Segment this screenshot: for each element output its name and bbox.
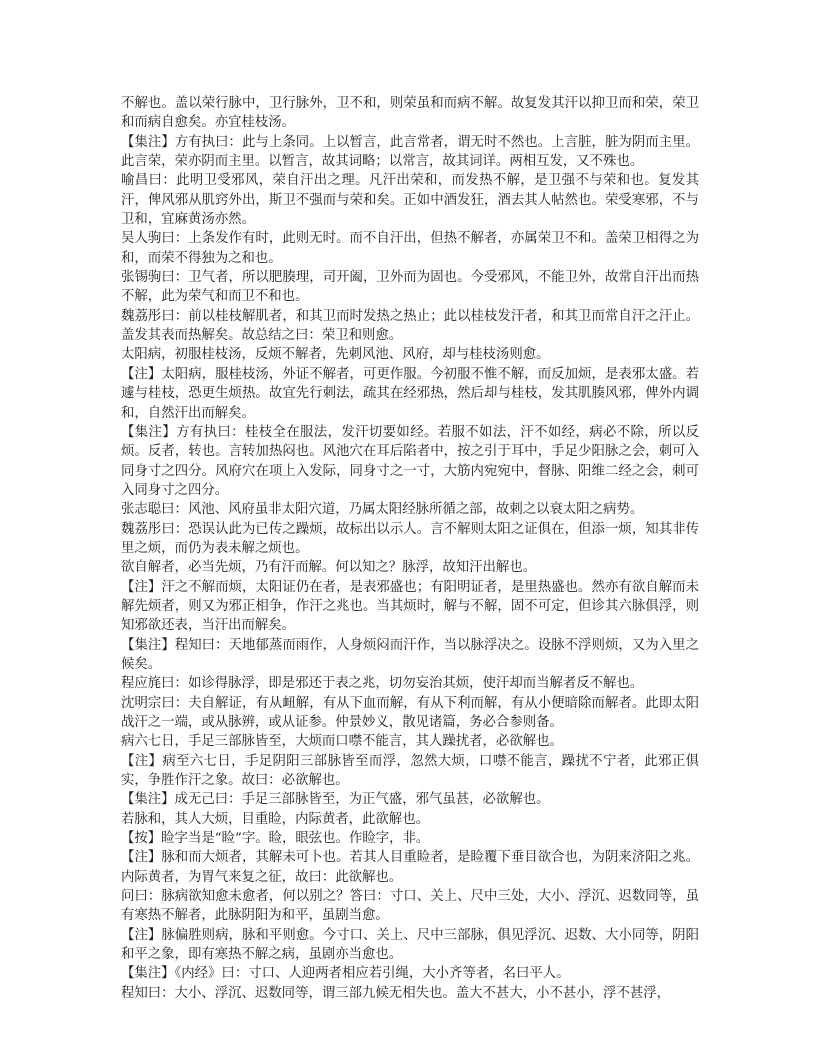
paragraph: 【注】太阳病，服桂枝汤，外证不解者，可更作服。今初服不惟不解，而反加烦，是表邪太盛。若遽与桂枝，恐更生烦热。故宜先行刺法，疏其在经邪热，然后却与桂枝，发其肌腠风邪，俾外内调和，自然汗出而解矣。	[121, 366, 699, 421]
paragraph: 【按】睑字当是“睑”字。睑，眼弦也。作睑字，非。	[121, 831, 430, 847]
document-page	[121, 94, 699, 1003]
paragraph: 【集注】方有执曰：桂枝全在服法，发汗切要如经。若服不如法，汗不如经，病必不除，所以反烦。反者，转也。言转加热闷也。风池穴在耳后陷者中，按之引于耳中，手足少阳脉之会，刺可入同身寸之四分。风府穴在项上入发际，同身寸之一寸，大筋内宛宛中，督脉、阳维二经之会，刺可入同身寸之四分。	[121, 424, 699, 498]
paragraph: 沈明宗曰：夫自解证，有从衄解，有从下血而解，有从下利而解，有从小便暗除而解者。此即太阳战汗之一端，或从脉辨，或从证参。仲景妙义，散见诸篇，务必合参则备。	[121, 695, 699, 730]
paragraph: 欲自解者，必当先烦，乃有汗而解。何以知之？脉浮，故知汗出解也。	[121, 560, 537, 576]
paragraph: 程知曰：大小、浮沉、迟数同等，谓三部九候无相失也。盖大不甚大，小不甚小，浮不甚浮，	[121, 985, 671, 1001]
paragraph: 张锡驹曰：卫气者，所以肥腠理，司开阖，卫外而为固也。今受邪风，不能卫外，故常自汗出而热不解，此为荣气和而卫不和也。	[121, 270, 699, 305]
paragraph: 喻昌曰：此明卫受邪风，荣自汗出之理。凡汗出荣和，而发热不解，是卫强不与荣和也。复发其汗，俾风邪从肌窍外出，斯卫不强而与荣和矣。正如中酒发狂，酒去其人帖然也。荣受寒邪，不与卫和，宜麻黄汤亦然。	[121, 173, 699, 228]
paragraph: 问曰：脉病欲知愈未愈者，何以别之？答曰：寸口、关上、尺中三处，大小、浮沉、迟数同等，虽有寒热不解者，此脉阴阳为和平，虽剧当愈。	[121, 889, 699, 924]
paragraph: 魏荔彤曰：前以桂枝解肌者，和其卫而时发热之热止；此以桂枝发汗者，和其卫而常自汗之汗止。盖发其表而热解矣。故总结之曰：荣卫和则愈。	[121, 308, 699, 344]
paragraph: 若脉和，其人大烦，目重睑，内际黄者，此欲解也。	[121, 811, 429, 827]
paragraph: 程应旄曰：如诊得脉浮，即是邪还于表之兆，切勿妄治其烦，使汗却而当解者反不解也。	[121, 676, 644, 692]
paragraph: 【集注】成无己曰：手足三部脉皆至，为正气盛，邪气虽甚，必欲解也。	[121, 792, 550, 808]
paragraph: 【注】脉和而大烦者，其解未可卜也。若其人目重睑者，是睑覆下垂目欲合也，为阴来济阳之兆。内际黄者，为胃气来复之征，故曰：此欲解也。	[121, 850, 699, 885]
paragraph: 太阳病，初服桂枝汤，反烦不解者，先刺风池、风府，却与桂枝汤则愈。	[121, 347, 550, 363]
paragraph: 魏荔彤曰：恐误认此为已传之躁烦，故标出以示人。言不解则太阳之证俱在，但添一烦，知其非传里之烦，而仍为表未解之烦也。	[121, 521, 699, 556]
paragraph: 张志聪曰：风池、风府虽非太阳穴道，乃属太阳经脉所循之部，故刺之以衰太阳之病势。	[121, 502, 644, 518]
paragraph: 【集注】《内经》曰：寸口、人迎两者相应若引绳，大小齐等者，名曰平人。	[121, 966, 570, 982]
paragraph: 【集注】方有执曰：此与上条同。上以暂言，此言常者，谓无时不然也。上言脏，脏为阴而主里。此言荣，荣亦阴而主里。以暂言，故其词略；以常言，故其词详。两相互发，又不殊也。	[121, 134, 699, 170]
paragraph: 【注】病至六七日，手足阴阳三部脉皆至而浮，忽然大烦，口噤不能言，躁扰不宁者，此邪正俱实，争胜作汗之象。故曰：必欲解也。	[121, 753, 699, 789]
paragraph: 吴人驹曰：上条发作有时，此则无时。而不自汗出，但热不解者，亦属荣卫不和。盖荣卫相得之为和，而荣不得独为之和也。	[121, 231, 699, 266]
paragraph: 【注】汗之不解而烦，太阳证仍在者，是表邪盛也；有阳明证者，是里热盛也。然亦有欲自解而未解先烦者，则又为邪正相争，作汗之兆也。当其烦时，解与不解，固不可定，但诊其六脉俱浮，则知邪欲还表，当汗出而解矣。	[121, 579, 699, 634]
paragraph: 不解也。盖以荣行脉中，卫行脉外，卫不和，则荣虽和而病不解。故复发其汗以抑卫而和荣，荣卫和而病自愈矣。亦宜桂枝汤。	[121, 96, 699, 131]
paragraph: 【注】脉偏胜则病，脉和平则愈。今寸口、关上、尺中三部脉，俱见浮沉、迟数、大小同等，阴阳和平之象，即有寒热不解之病，虽剧亦当愈也。	[121, 927, 699, 963]
paragraph: 【集注】程知曰：天地郁蒸而雨作，人身烦闷而汗作，当以脉浮决之。设脉不浮则烦，又为入里之候矣。	[121, 637, 699, 672]
paragraph: 病六七日，手足三部脉皆至，大烦而口噤不能言，其人躁扰者，必欲解也。	[121, 734, 563, 750]
